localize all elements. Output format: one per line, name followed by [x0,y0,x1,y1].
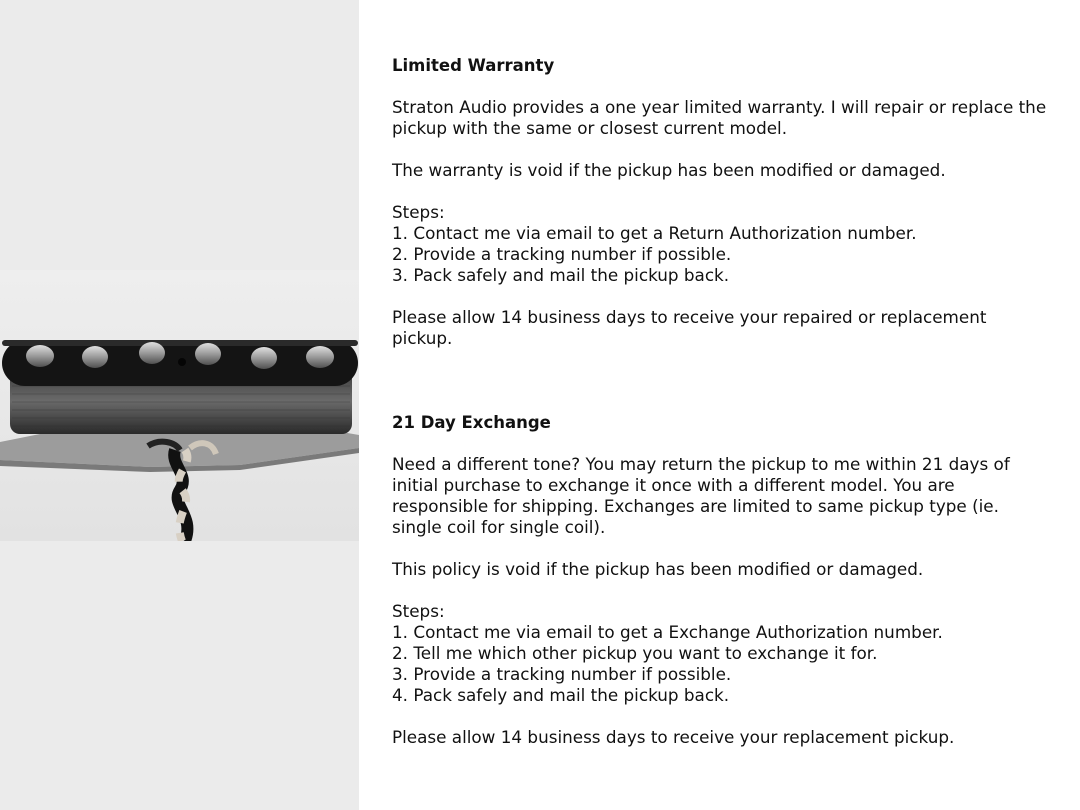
limited-warranty-section [392,55,1052,349]
section-spacer [392,349,1052,412]
warranty-turnaround: Please allow 14 business days to receive your repaired or replacement pickup. [392,307,987,348]
exchange-title: 21 Day Exchange [392,413,551,432]
warranty-step: 3. Pack safely and mail the pickup back. [392,265,730,285]
exchange-step: 4. Pack safely and mail the pickup back. [392,685,730,705]
exchange-void-notice: This policy is void if the pickup has been modified or damaged. [392,559,924,579]
exchange-section [392,412,1052,748]
exchange-intro: Need a different tone? You may return the pickup to me within 21 days of initial purchase to exchange it once with a different model. You are responsible for shipping. Exchanges are limited to same pickup type (ie. single coil for single coil). [392,454,1010,537]
warranty-step: 1. Contact me via email to get a Return Authorization number. [392,223,917,243]
warranty-steps-label: Steps: [392,202,445,222]
warranty-intro: Straton Audio provides a one year limited warranty. I will repair or replace the pickup with the same or closest current model. [392,97,1047,138]
warranty-step: 2. Provide a tracking number if possible. [392,244,732,264]
warranty-void-notice: The warranty is void if the pickup has been modified or damaged. [392,160,946,180]
limited-warranty-title: Limited Warranty [392,56,555,75]
exchange-step: 2. Tell me which other pickup you want to exchange it for. [392,643,878,663]
left-panel [0,0,359,810]
exchange-step: 1. Contact me via email to get a Exchange Authorization number. [392,622,943,642]
exchange-steps-label: Steps: [392,601,445,621]
exchange-step: 3. Provide a tracking number if possible. [392,664,732,684]
exchange-turnaround: Please allow 14 business days to receive your replacement pickup. [392,727,955,747]
guitar-pickup-image [0,270,359,541]
policy-content [392,55,1052,748]
